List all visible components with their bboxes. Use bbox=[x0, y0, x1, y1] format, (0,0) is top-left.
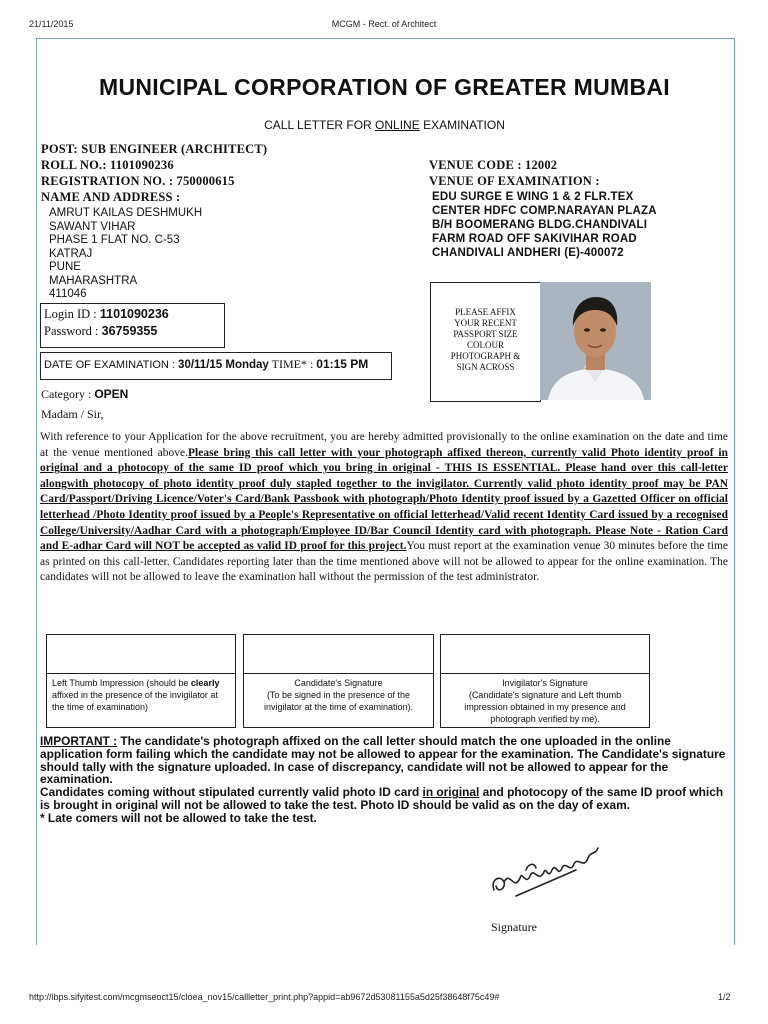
venue-line: CENTER HDFC COMP.NARAYAN PLAZA bbox=[432, 205, 657, 217]
salutation: Madam / Sir, bbox=[41, 407, 104, 421]
login-box bbox=[40, 303, 225, 348]
login-label: Login ID : bbox=[44, 307, 100, 321]
photo-instruction-box bbox=[430, 282, 541, 402]
exam-time-value: 01:15 PM bbox=[316, 357, 369, 371]
venue-line: B/H BOOMERANG BLDG.CHANDIVALI bbox=[432, 219, 648, 231]
late-comers-note: * Late comers will not be allowed to take the test. bbox=[40, 810, 317, 825]
category-value: OPEN bbox=[94, 387, 129, 401]
venue-line: EDU SURGE E WING 1 & 2 FLR.TEX bbox=[432, 191, 634, 203]
signature-label: Signature bbox=[491, 920, 537, 934]
exam-date-label: DATE OF EXAMINATION : bbox=[44, 359, 179, 371]
venue-label: VENUE OF EXAMINATION : bbox=[429, 174, 600, 188]
important-note: IMPORTANT : The candidate's photograph affixed on the call letter should match the one uploaded in the online application form failing which the candidate may not be allowed to appear for the examination. The Candidate's signature should tally with the signature uploaded. In case of discrepancy, candidate will not be allowed to appear for the examination. bbox=[40, 734, 726, 787]
print-url: http://ibps.sifyitest.com/mcgmseoct15/cloea_nov15/callletter_print.php?appid=ab9672d53081155a5d25f38648f75c49# bbox=[29, 992, 500, 1002]
address-line: 411046 bbox=[49, 288, 87, 300]
venue-line: FARM ROAD OFF SAKIVIHAR ROAD bbox=[432, 233, 637, 245]
candidate-signature-caption: Candidate's Signature (To be signed in the presence of the invigilator at the time of examination). bbox=[244, 673, 433, 713]
venue-code: VENUE CODE : 12002 bbox=[429, 158, 558, 172]
venue-address bbox=[432, 190, 657, 260]
document-title: MUNICIPAL CORPORATION OF GREATER MUMBAI bbox=[99, 74, 670, 100]
address-line: PHASE 1 FLAT NO. C-53 bbox=[49, 234, 180, 246]
address-line: PUNE bbox=[49, 261, 81, 273]
document-subtitle: CALL LETTER FOR ONLINE EXAMINATION bbox=[264, 118, 505, 132]
address-line: MAHARASHTRA bbox=[49, 274, 138, 287]
invigilator-signature-box bbox=[440, 634, 650, 728]
login-id: 1101090236 bbox=[99, 307, 169, 321]
exam-time-label: TIME* : bbox=[268, 357, 317, 371]
photo-instruction: PLEASE AFFIX YOUR RECENT PASSPORT SIZE COLOUR PHOTOGRAPH & SIGN ACROSS bbox=[450, 307, 521, 372]
print-page-number: 1/2 bbox=[718, 992, 731, 1002]
candidate-signature-box bbox=[243, 634, 434, 728]
name-address-label: NAME AND ADDRESS : bbox=[41, 190, 181, 204]
id-requirement-note: Candidates coming without stipulated currently valid photo ID card in original and photocopy of the same ID proof which is brought in original will not be allowed to take the test. Photo ID should be valid as on the day of exam. bbox=[40, 785, 724, 812]
exam-date-value: 30/11/15 Monday bbox=[178, 359, 269, 371]
address-line: KATRAJ bbox=[49, 247, 93, 260]
candidate-address bbox=[49, 207, 202, 302]
print-title: MCGM - Rect. of Architect bbox=[331, 19, 437, 29]
invigilator-signature-caption: Invigilator's Signature (Candidate's signature and Left thumb impression obtained in my presence and photograph verified by me). bbox=[441, 673, 649, 725]
category: Category : OPEN bbox=[41, 387, 129, 401]
exam-date-box bbox=[40, 352, 392, 380]
post: POST: SUB ENGINEER (ARCHITECT) bbox=[41, 142, 268, 156]
print-date: 21/11/2015 bbox=[29, 19, 74, 29]
thumb-impression-box bbox=[46, 634, 236, 728]
instruction-emphasis: Please bring this call letter with your photograph affixed thereon, currently valid Photo identity proof in original and a photocopy of the same ID proof which you bring in original - THIS IS ESSENTIAL. Please hand over this call-letter alongwith photocopy of photo identity proof duly stapled together to the invigilator. Currently valid photo identity proof may be PAN Card/Passport/Driving Licence/Voter's Card/Bank Passbook with photograph/Photo Identity proof issued by a Gazetted Officer on official letterhead /Photo Identity proof issued by a People's Representative on official letterhead/Valid recent Identity Card issued by a recognised College/University/Aadhar Card with a photograph/Employee ID/Bar Council Identity card with photograph. Please Note - Ration Card and E-adhar Card will NOT be accepted as valid ID proof for this project. bbox=[40, 446, 728, 553]
important-notes bbox=[40, 735, 730, 825]
password: 36759355 bbox=[101, 324, 158, 338]
roll-no: ROLL NO.: 1101090236 bbox=[41, 158, 174, 172]
venue-line: CHANDIVALI ANDHERI (E)-400072 bbox=[432, 247, 624, 259]
address-line: SAWANT VIHAR bbox=[49, 220, 136, 233]
instruction-paragraph: With reference to your Application for the above recruitment, you are hereby admitted provisionally to the online examination on the date and time at the venue mentioned above.Please bring this call letter with your photograph affixed thereon, currently valid Photo identity proof in original and a photocopy of the same ID proof which you bring in original - THIS IS ESSENTIAL. Please hand over this call-letter alongwith photocopy of photo identity proof duly stapled together to the invigilator. Currently valid photo identity proof may be PAN Card/Passport/Driving Licence/Voter's Card/Bank Passbook with photograph/Photo Identity proof issued by a Gazetted Officer on official letterhead /Photo Identity proof issued by a People's Representative on official letterhead/Valid recent Identity Card issued by a recognised College/University/Aadhar Card with a photograph/Employee ID/Bar Council Identity card with photograph. Please Note - Ration Card and E-adhar Card will NOT be accepted as valid ID proof for this project.You must report at the examination venue 30 minutes before the time as printed on this call-letter. Candidates reporting later than the time mentioned above will not be allowed to appear for the online examination. The candidates will not be allowed to leave the examination hall without the permission of the test administrator. bbox=[40, 431, 728, 584]
registration-no: REGISTRATION NO. : 750000615 bbox=[41, 174, 235, 188]
candidate-photo-image bbox=[540, 282, 651, 400]
candidate-photo bbox=[540, 282, 651, 400]
address-line: AMRUT KAILAS DESHMUKH bbox=[49, 207, 203, 219]
candidate-signature-image bbox=[486, 840, 616, 908]
password-label: Password : bbox=[44, 324, 102, 338]
thumb-impression-caption: Left Thumb Impression (should be clearly affixed in the presence of the invigilator at the time of examination) bbox=[47, 673, 235, 713]
